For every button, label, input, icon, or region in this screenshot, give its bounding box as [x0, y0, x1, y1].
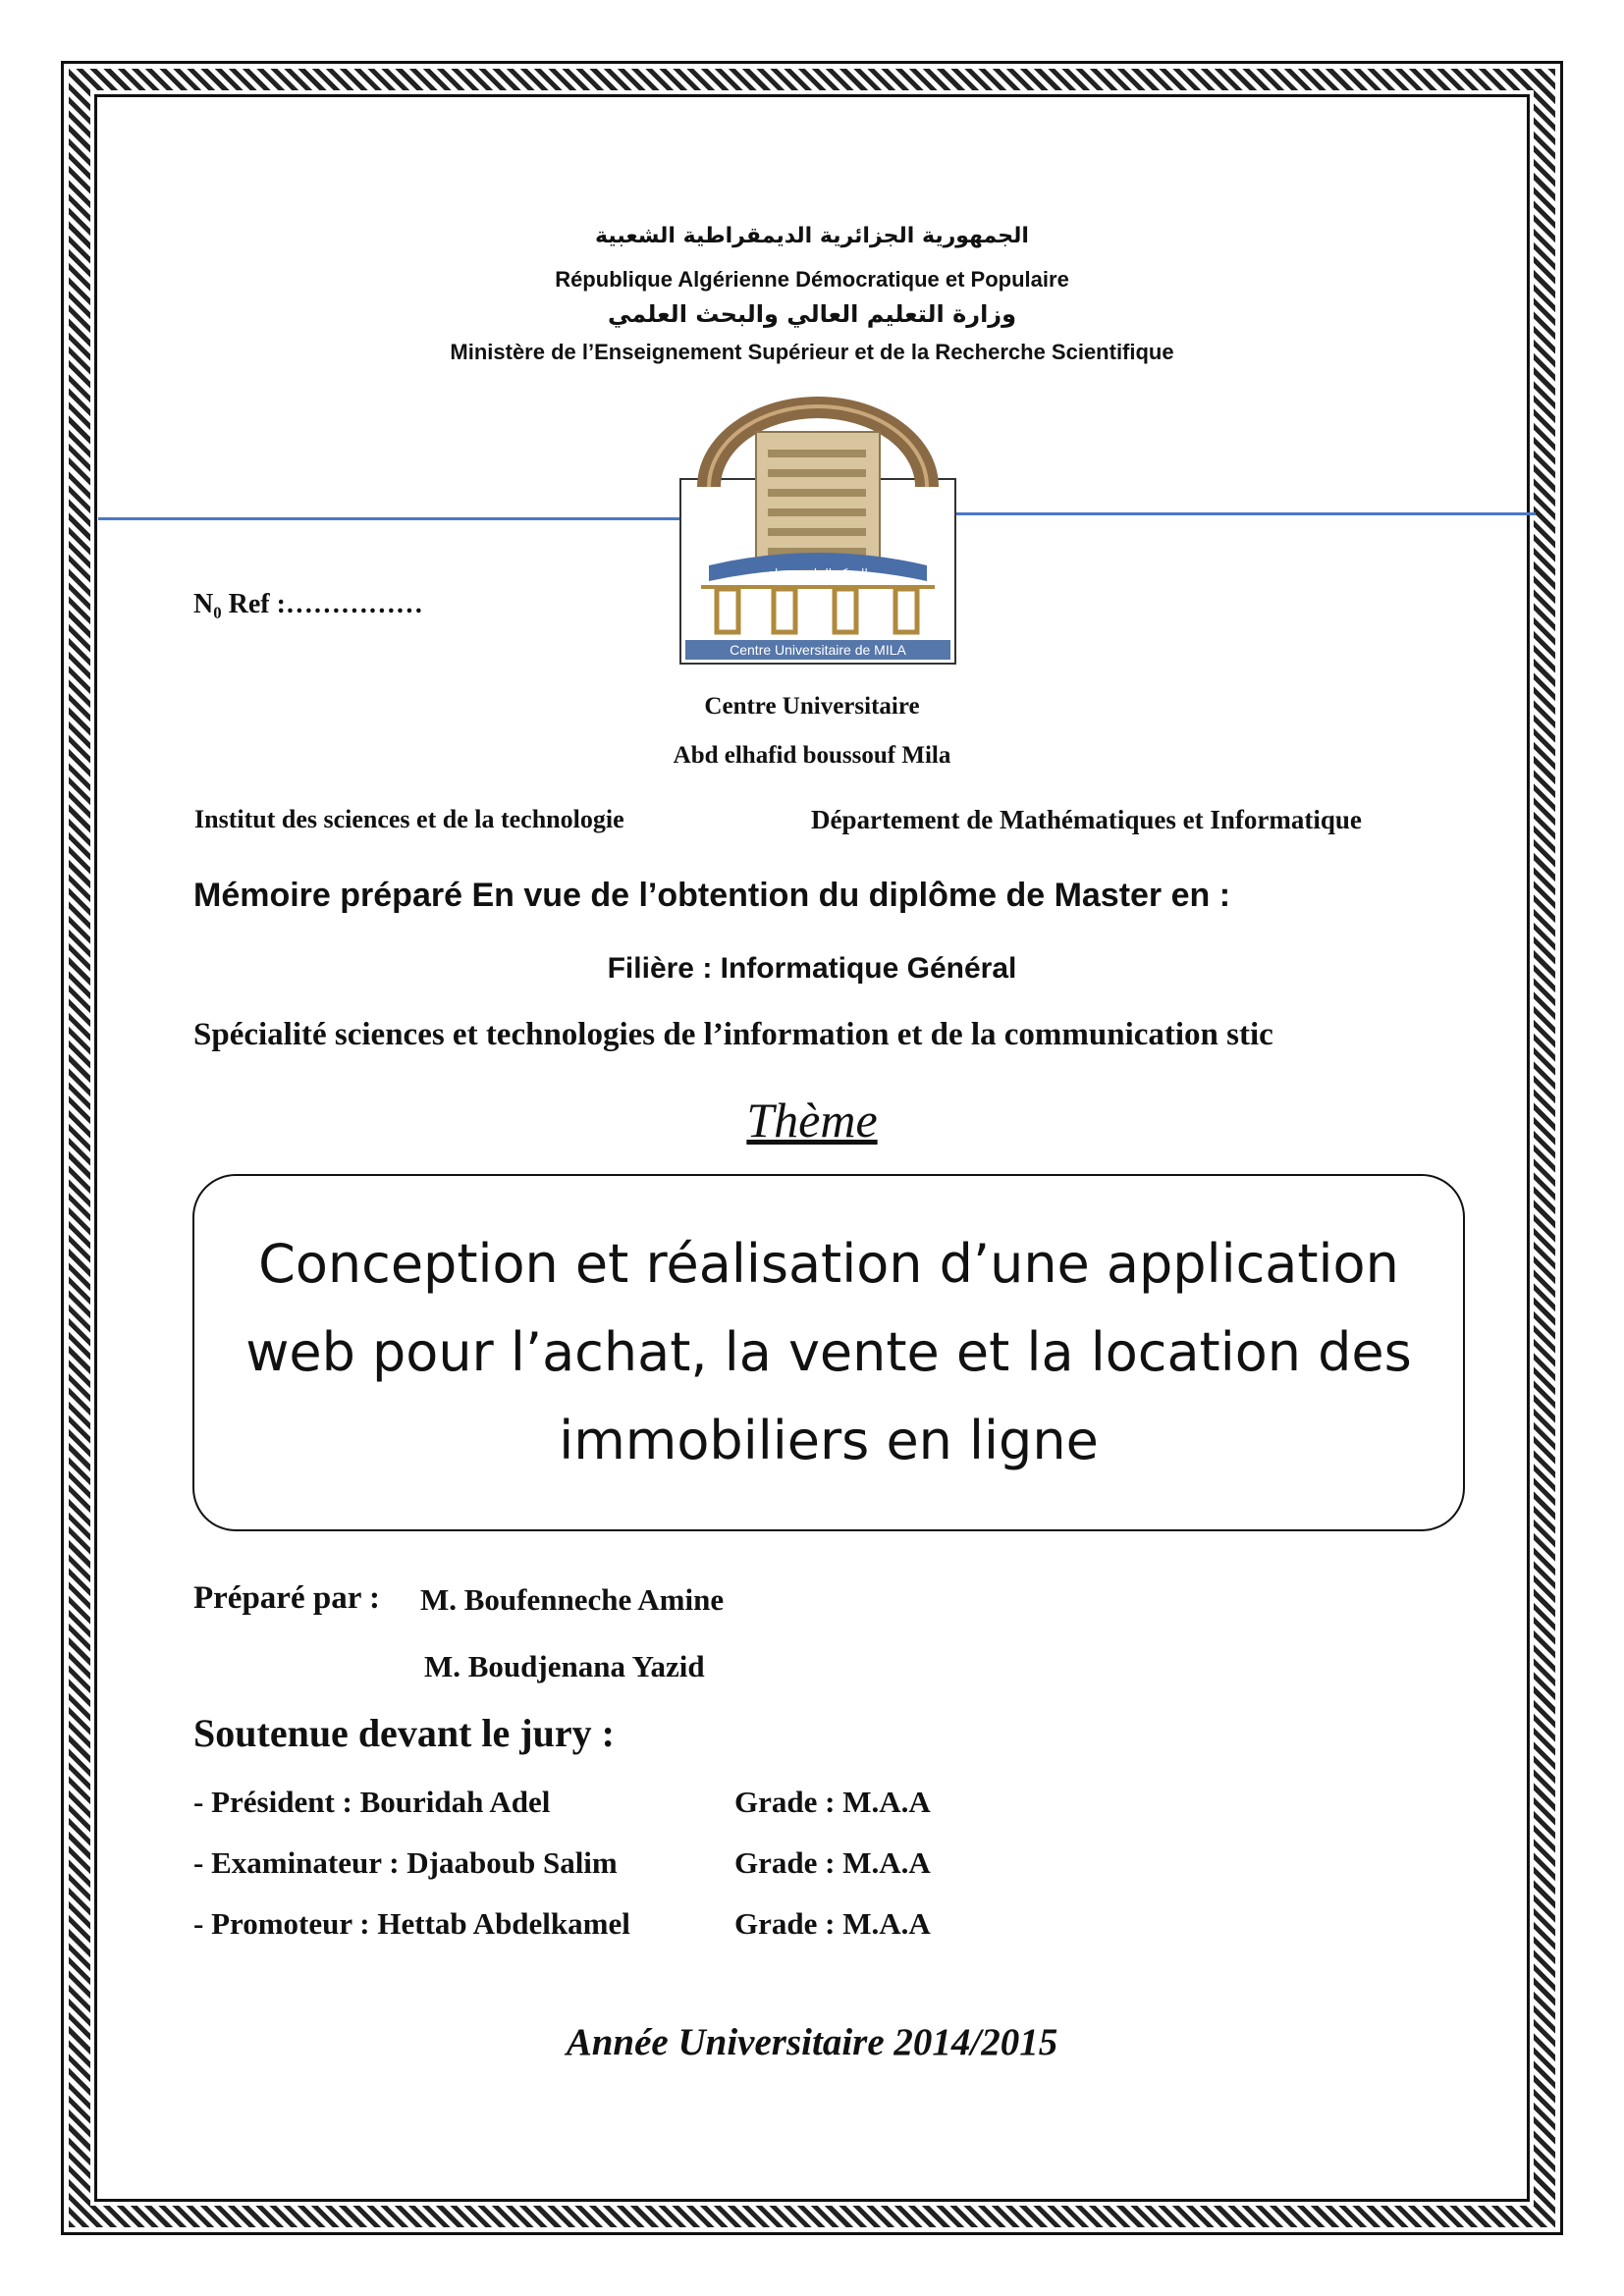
jury-member-grade: Grade : M.A.A — [734, 1845, 931, 1880]
republic-name: République Algérienne Démocratique et Populaire — [555, 267, 1069, 292]
jury-title: Soutenue devant le jury : — [193, 1711, 615, 1755]
logo-caption: Centre Universitaire de MILA — [730, 642, 906, 658]
department-name: Département de Mathématiques et Informatique — [811, 805, 1362, 834]
jury-member-grade: Grade : M.A.A — [734, 1785, 931, 1819]
memoire-title: Mémoire préparé En vue de l’obtention du diplôme de Master en : — [193, 877, 1231, 914]
institute-name: Institut des sciences et de la technologie — [194, 805, 624, 833]
filiere: Filière : Informatique Général — [607, 952, 1017, 985]
institution-line1: Centre Universitaire — [704, 693, 920, 720]
jury-member-grade: Grade : M.A.A — [734, 1906, 931, 1941]
theme-title: Conception et réalisation d’une application web pour l’achat, la vente et la location des immobiliers en ligne — [245, 1233, 1412, 1471]
header-rule-left — [98, 517, 681, 520]
theme-box — [192, 1174, 1465, 1531]
academic-year: Année Universitaire 2014/2015 — [566, 2021, 1058, 2063]
institution-line2: Abd elhafid boussouf Mila — [673, 742, 951, 769]
theme-label: Thème — [746, 1093, 878, 1148]
university-logo — [679, 393, 956, 666]
jury-member-role: - Président : Bouridah Adel — [193, 1785, 551, 1819]
arabic-ministry: وزارة التعليم العالي والبحث العلمي — [607, 300, 1017, 328]
author-1: M. Boufenneche Amine — [420, 1582, 725, 1617]
prepared-by-label: Préparé par : — [193, 1580, 380, 1616]
specialite: Spécialité sciences et technologies de l’information et de la communication stic — [193, 1017, 1273, 1052]
arabic-republic: الجمهورية الجزائرية الديمقراطية الشعبية — [595, 224, 1029, 248]
ministry-name: Ministère de l’Enseignement Supérieur et de la Recherche Scientifique — [450, 340, 1174, 364]
reference-number: N₀ Ref :…………… — [193, 589, 423, 619]
jury-member-role: - Examinateur : Djaaboub Salim — [193, 1845, 618, 1880]
author-2: M. Boudjenana Yazid — [424, 1649, 705, 1683]
header-rule-right — [954, 512, 1536, 515]
jury-member-role: - Promoteur : Hettab Abdelkamel — [193, 1906, 630, 1941]
logo-arabic-caption: المركز الجامعي ميلة — [768, 566, 868, 580]
